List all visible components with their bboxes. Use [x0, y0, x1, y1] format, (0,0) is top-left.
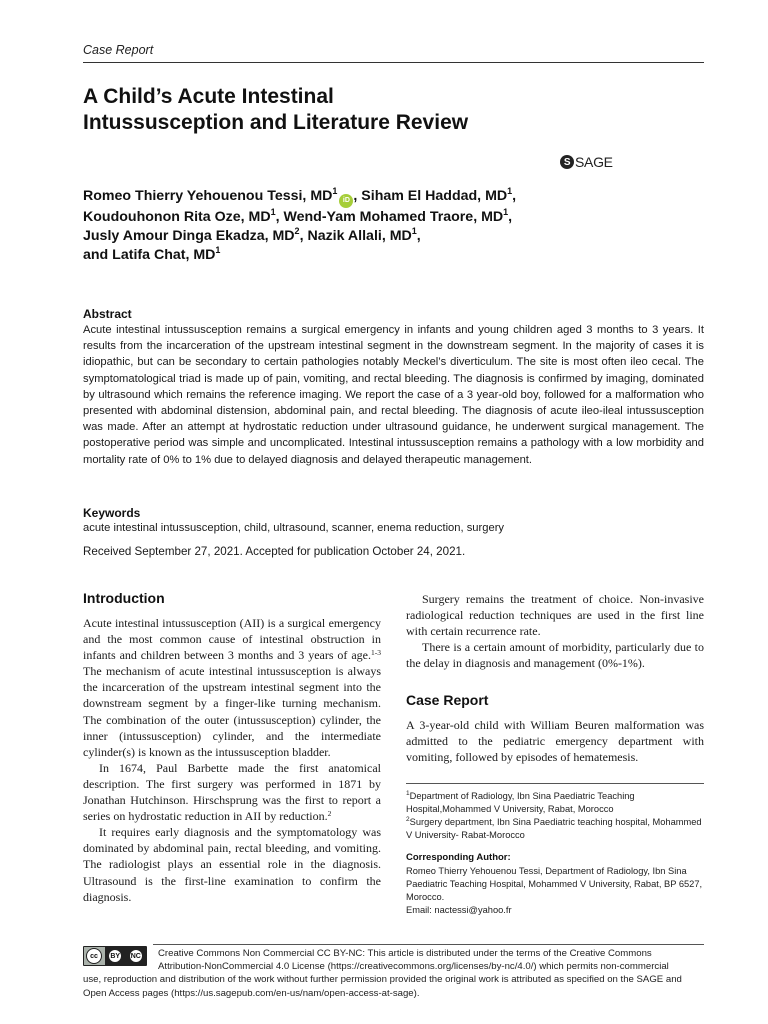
author-line-4 — [83, 246, 693, 265]
citation-marker[interactable]: 1-3 — [371, 648, 381, 658]
paragraph: A 3-year-old child with William Beuren malformation was admitted to the pediatric emergency department with vomiting, followed by episodes of hematemesis. — [406, 718, 704, 765]
affiliation-marker: 1 — [507, 186, 513, 196]
corresponding-author-heading: Corresponding Author: — [406, 852, 511, 863]
author-separator: , — [508, 209, 513, 225]
affiliation-marker: 2 — [294, 226, 300, 236]
paragraph — [83, 760, 381, 824]
title-line-2: Intussusception and Literature Review — [83, 111, 469, 134]
author-name: and Latifa Chat, MD — [83, 247, 216, 263]
affiliation-1 — [406, 790, 704, 816]
paragraph: Surgery remains the treatment of choice. Non-invasive radiological reduction techniques are used in the first line with certain recurrence rate. — [406, 592, 704, 639]
author-name: , Siham El Haddad, MD — [353, 188, 508, 204]
author-name: Jusly Amour Dinga Ekadza, MD — [83, 228, 295, 244]
author-separator: , — [512, 188, 517, 204]
sage-logo-text: SAGE — [575, 154, 613, 170]
header-divider — [83, 62, 704, 63]
sage-logo — [560, 153, 613, 171]
license-line-1: Creative Commons Non Commercial CC BY-NC: This article is distributed under the terms of the Creative Commons — [158, 948, 652, 959]
author-line-2 — [83, 208, 693, 227]
title-line-1: A Child’s Acute Intestinal — [83, 85, 334, 108]
affiliation-marker: 1 — [215, 245, 221, 255]
author-name: Koudouhonon Rita Oze, MD — [83, 209, 271, 225]
affiliation-text: Department of Radiology, Ibn Sina Paediatric Teaching Hospital,Mohammed V University, Rabat, Morocco — [406, 791, 635, 814]
author-line-1 — [83, 187, 693, 208]
attribution-icon: BY — [109, 950, 121, 962]
keywords-heading: Keywords — [83, 506, 141, 520]
author-name: , Nazik Allali, MD — [299, 228, 412, 244]
affiliation-marker: 1 — [332, 186, 338, 196]
case-report-heading: Case Report — [406, 692, 489, 708]
affiliation-2 — [406, 816, 704, 842]
paragraph-text: Acute intestinal intussusception (AII) is a surgical emergency and the most common cause of intestinal obstruction in infants and children between 3 months and 3 years of age. — [83, 616, 381, 663]
corresponding-author-body — [406, 865, 704, 917]
affiliation-marker: 1 — [503, 207, 509, 217]
license-statement — [83, 947, 704, 1000]
paragraph: There is a certain amount of morbidity, particularly due to the delay in diagnosis and management (0%-1%). — [406, 640, 704, 671]
abstract-body: Acute intestinal intussusception remains a surgical emergency in infants and young children aged 3 months to 3 years. It results from the incarceration of the upstream intestinal segment in the downstream segment. In the majority of cases it is idiopathic, but can be secondary to certain pathologies notably Meckel’s diverticulum. The site is most often ileo cecal. The symptomatological triad is made up of pain, vomiting, and rectal bleeding. The diagnosis is confirmed by imaging, dominated by ultrasound which remains the reference imaging. We report the case of a 3 year-old boy, followed for a malformation who presented with abdominal distension, abdominal pain, and rectal bleeding. The diagnosis of acute ileo-ileal intussusception was made. After an attempt at hydrostatic reduction under ultrasound guidance, he underwent surgical management. The postoperative period was simple and uncomplicated. Intestinal intussusception remains a pathology with a low morbidity and mortality rate of 0% to 1% due to delayed diagnosis and delayed therapeutic management. — [83, 324, 704, 466]
affiliation-marker: 1 — [406, 790, 410, 797]
author-line-3 — [83, 227, 693, 246]
affiliation-marker: 1 — [411, 226, 417, 236]
paragraph-text: The mechanism of acute intestinal intussusception is always the incarceration of the upstream intestinal segment into the downstream segment by a finger-like turning mechanism. The combination of the outer (intussusception) cylinder, the inner (intussusception) cylinder, and the intermediate cylinder(s) is known as the intussusception bladder. — [83, 664, 381, 759]
citation-marker[interactable]: 2 — [327, 809, 332, 819]
author-separator: , — [416, 228, 421, 244]
affiliations-divider — [406, 783, 704, 784]
license-divider — [153, 944, 704, 945]
case-report-body — [406, 717, 704, 765]
license-line-2: Attribution-NonCommercial 4.0 License (https://creativecommons.org/licenses/by-nc/4.0/) which permits non-commercial — [158, 961, 669, 973]
corresponding-author-email[interactable]: Email: nactessi@yahoo.fr — [406, 905, 512, 915]
article-type-label: Case Report — [83, 43, 154, 57]
author-name: , Wend-Yam Mohamed Traore, MD — [275, 209, 504, 225]
affiliations — [406, 790, 704, 842]
paragraph: It requires early diagnosis and the symptomatology was dominated by abdominal pain, rectal bleeding, and vomiting. The radiologist plays an essential role in the diagnosis. Ultrasound is the first-line examination to confirm the diagnosis. — [83, 825, 381, 904]
article-title — [83, 84, 643, 136]
paragraph — [83, 615, 381, 760]
affiliation-marker: 2 — [406, 816, 410, 823]
author-list — [83, 187, 693, 265]
paragraph-text: In 1674, Paul Barbette made the first anatomical description. The first surgery was performed in 1871 by Jonathan Hutchinson. Hirschsprung was the first to report a series on hydrostatic reduction in AII by reduction. — [83, 760, 381, 824]
corresponding-author-address: Romeo Thierry Yehouenou Tessi, Department of Radiology, Ibn Sina Paediatric Teaching Hospital, Mohammed V University, Rabat, BP 6527, Morocco. — [406, 866, 703, 902]
noncommercial-icon: NC — [130, 950, 142, 962]
abstract-heading: Abstract — [83, 307, 132, 321]
sage-mark-icon: S — [560, 155, 574, 169]
license-rest: use, reproduction and distribution of the work without further permission provided the original work is attributed as specified on the SAGE and Open Access pages (https://us.sagepub.com/en-us/nam/open-access-at-sage). — [83, 974, 682, 999]
author-name: Romeo Thierry Yehouenou Tessi, MD — [83, 188, 333, 204]
affiliation-marker: 1 — [270, 207, 276, 217]
affiliation-text: Surgery department, Ibn Sina Paediatric teaching hospital, Mohammed V University- Rabat-Morocco — [406, 817, 702, 840]
introduction-body — [83, 615, 381, 905]
right-column-body — [406, 591, 704, 671]
keywords-body: acute intestinal intussusception, child, ultrasound, scanner, enema reduction, surgery — [83, 522, 505, 534]
orcid-icon[interactable]: iD — [339, 194, 353, 208]
received-dates: Received September 27, 2021. Accepted for publication October 24, 2021. — [83, 545, 466, 558]
introduction-heading: Introduction — [83, 590, 165, 606]
cc-icon: cc — [86, 948, 102, 964]
